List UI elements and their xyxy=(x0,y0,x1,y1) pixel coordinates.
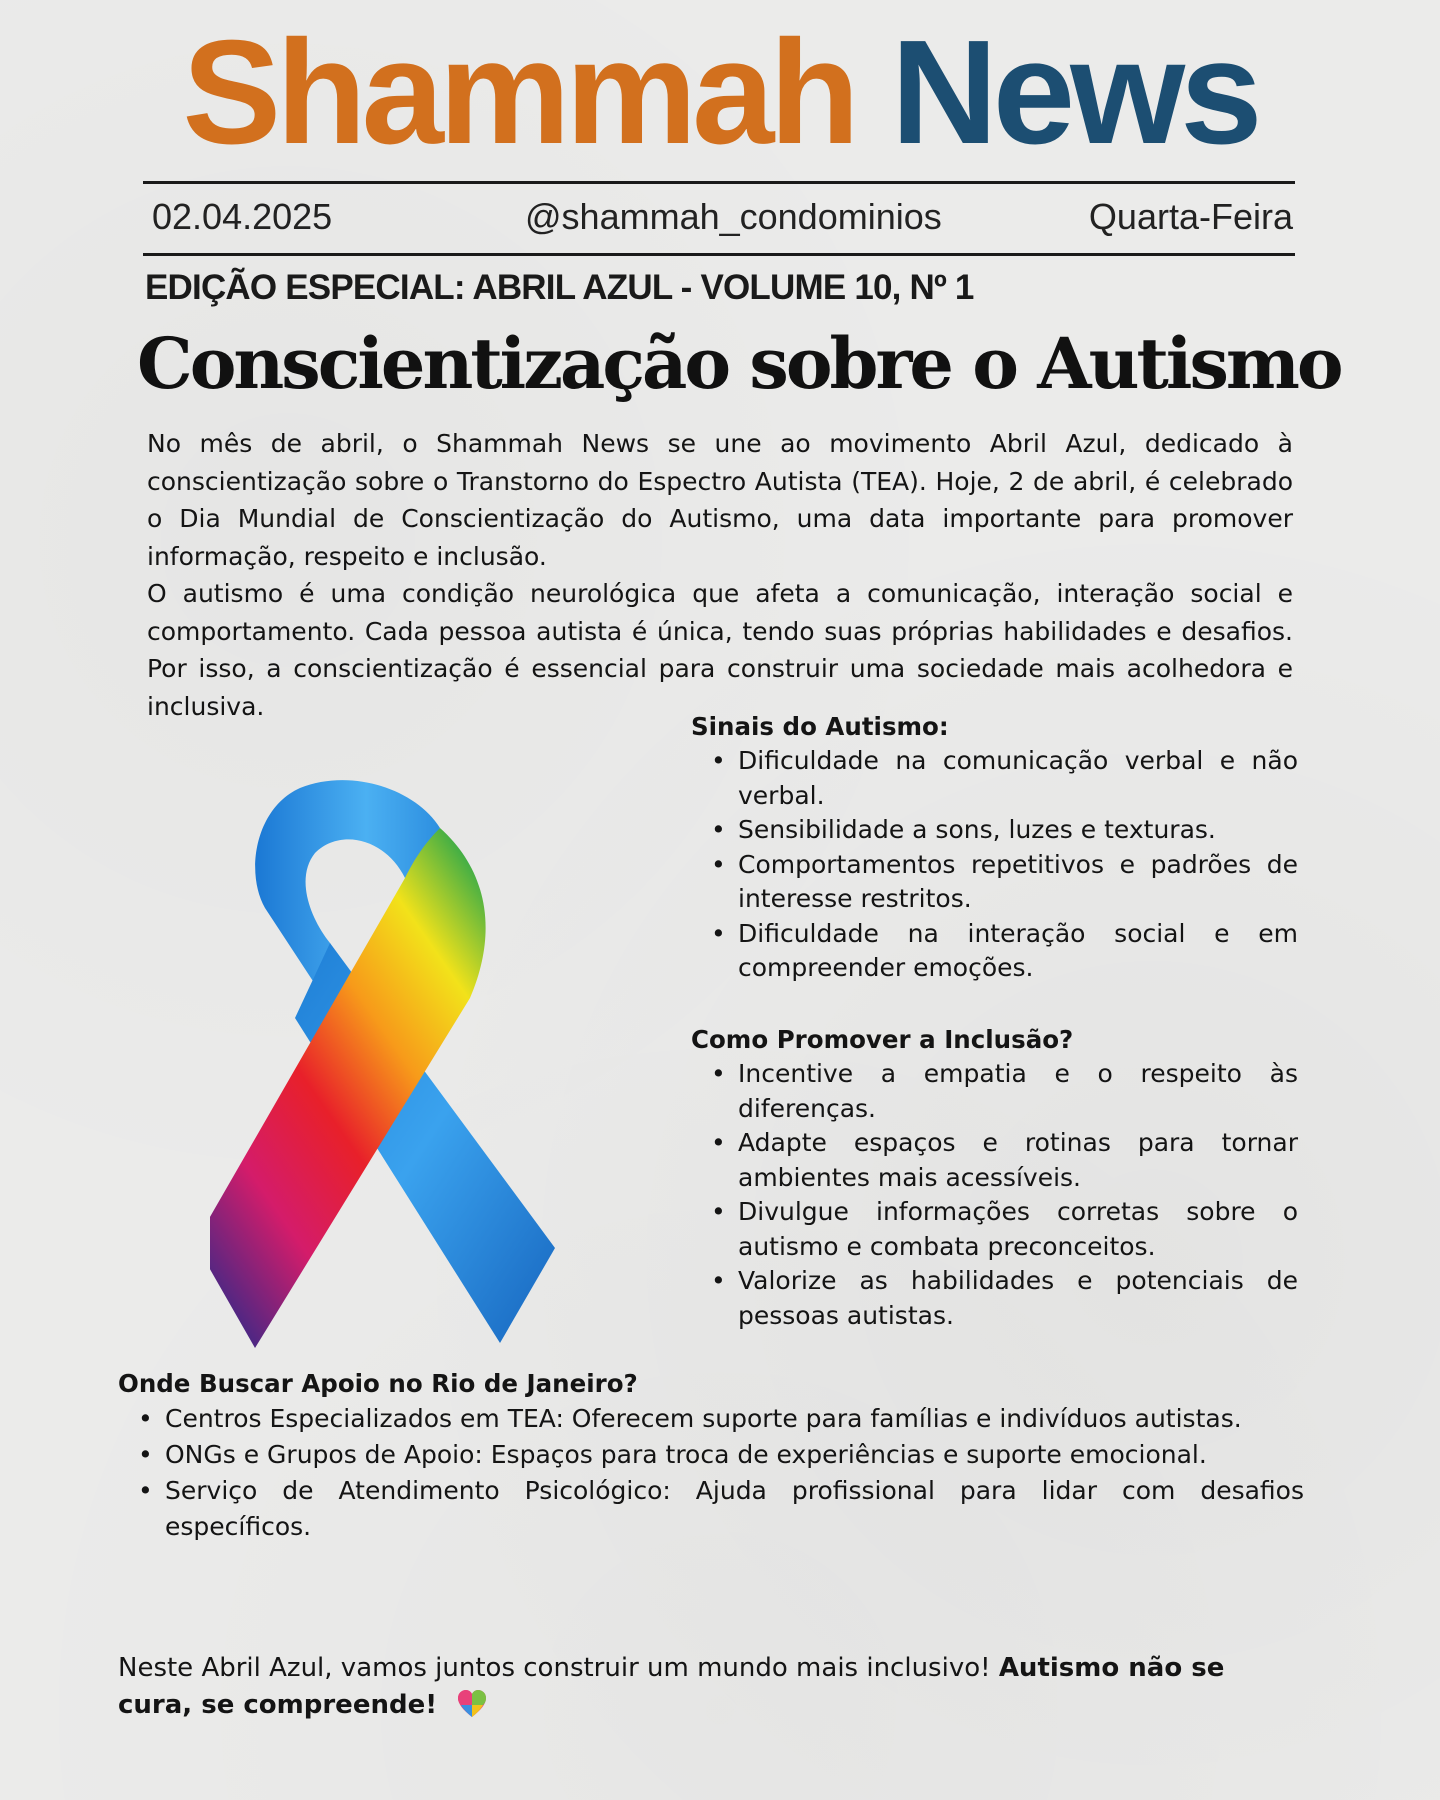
top-divider xyxy=(143,181,1295,184)
list-item: • Centros Especializados em TEA: Oferecem suporte para famílias e indivíduos autistas. xyxy=(165,1401,1304,1437)
list-item: • Dificuldade na interação social e em compreender emoções. xyxy=(738,917,1298,986)
list-item: • ONGs e Grupos de Apoio: Espaços para troca de experiências e suporte emocional. xyxy=(165,1437,1304,1473)
list-item: • Comportamentos repetitivos e padrões de interesse restritos. xyxy=(738,848,1298,917)
weekday: Quarta-Feira xyxy=(1088,196,1293,237)
awareness-ribbon-icon xyxy=(210,768,560,1352)
signs-list xyxy=(691,744,1298,986)
list-item: • Dificuldade na comunicação verbal e não verbal. xyxy=(738,744,1298,813)
closing-text: Neste Abril Azul, vamos juntos construir um mundo mais inclusivo! xyxy=(118,1653,999,1683)
edition-line: EDIÇÃO ESPECIAL: ABRIL AZUL - VOLUME 10, Nº 1 xyxy=(145,268,974,307)
support-list xyxy=(118,1401,1304,1545)
closing-message xyxy=(118,1650,1304,1729)
list-item: • Valorize as habilidades e potenciais de pessoas autistas. xyxy=(738,1264,1298,1333)
list-item: • Adapte espaços e rotinas para tornar ambientes mais acessíveis. xyxy=(738,1126,1298,1195)
support-section xyxy=(118,1367,1304,1545)
puzzle-heart-icon xyxy=(457,1690,487,1729)
issue-date: 02.04.2025 xyxy=(152,196,333,237)
list-item: • Serviço de Atendimento Psicológico: Ajuda profissional para lidar com desafios específicos. xyxy=(165,1473,1304,1545)
signs-title: Sinais do Autismo: xyxy=(691,712,949,741)
masthead xyxy=(0,10,1440,175)
list-item: • Incentive a empatia e o respeito às diferenças. xyxy=(738,1057,1298,1126)
intro-paragraph-1: No mês de abril, o Shammah News se une ao movimento Abril Azul, dedicado à conscientização sobre o Transtorno do Espectro Autista (TEA). Hoje, 2 de abril, é celebrado o Dia Mundial de Conscientização do Autismo, uma data importante para promover informação, respeito e inclusão. xyxy=(147,429,1293,571)
inclusion-title: Como Promover a Inclusão? xyxy=(691,1025,1074,1054)
dateline xyxy=(152,196,1295,244)
brand-name-first: Shammah xyxy=(182,10,855,175)
headline: Conscientização sobre o Autismo xyxy=(137,322,1341,405)
list-item: • Divulgue informações corretas sobre o autismo e combata preconceitos. xyxy=(738,1195,1298,1264)
list-item: • Sensibilidade a sons, luzes e texturas. xyxy=(738,813,1298,848)
inclusion-list xyxy=(691,1057,1298,1333)
intro-paragraph-2: O autismo é uma condição neurológica que afeta a comunicação, interação social e comportamento. Cada pessoa autista é única, tendo suas próprias habilidades e desafios. Por isso, a conscientização é essencial para construir uma sociedade mais acolhedora e inclusiva. xyxy=(147,579,1293,721)
signs-section xyxy=(691,710,1298,986)
social-handle: @shammah_condominios xyxy=(525,196,942,237)
brand-name-second: News xyxy=(890,10,1258,175)
support-title: Onde Buscar Apoio no Rio de Janeiro? xyxy=(118,1369,638,1398)
inclusion-section xyxy=(691,1023,1298,1333)
bottom-divider xyxy=(143,253,1295,256)
closing-slogan: Autismo não se cura, se compreende! xyxy=(118,1653,1225,1720)
